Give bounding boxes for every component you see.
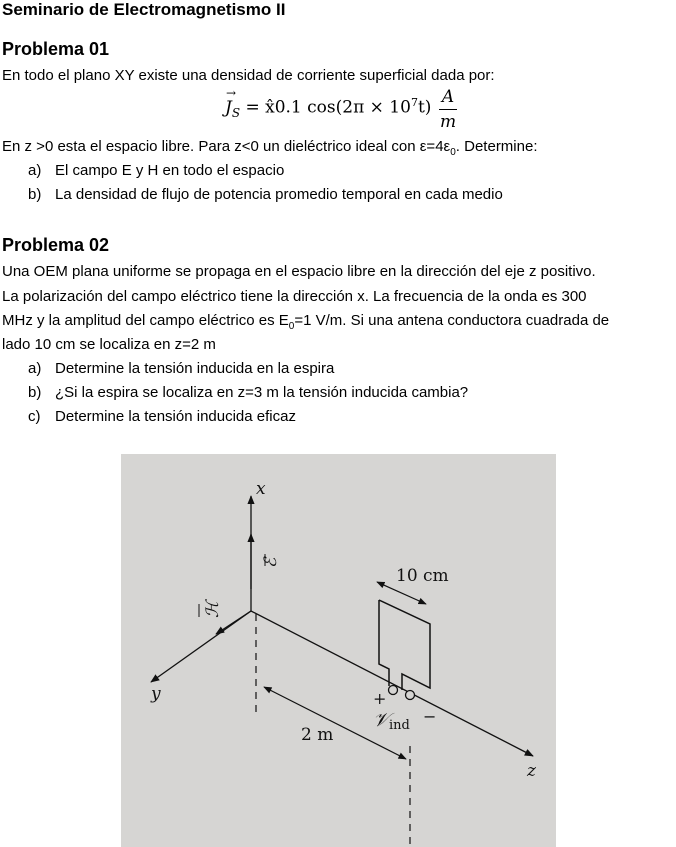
voltage-minus: − <box>423 707 437 726</box>
item-text: El campo E y H en todo el espacio <box>55 162 285 179</box>
square-loop-antenna <box>379 600 430 690</box>
problem-2-line: Una OEM plana uniforme se propaga en el espacio libre en la dirección del eje z positivo. <box>2 263 596 280</box>
item-letter: b) <box>28 186 42 203</box>
eq-lhs: J <box>225 97 232 118</box>
voltage-subscript: ind <box>389 718 410 733</box>
y-axis-label: y <box>151 684 161 704</box>
list-item <box>28 384 468 401</box>
line3-sub: 0 <box>288 321 295 332</box>
eq-den: m <box>439 112 457 132</box>
list-item <box>28 162 284 179</box>
problem-1-heading: Problema 01 <box>2 39 110 59</box>
x-axis-label: x <box>256 479 266 499</box>
problem-2-line <box>2 312 609 332</box>
eq-num: A <box>441 87 455 107</box>
item-text: Determine la tensión inducida en la espira <box>55 360 335 377</box>
current-density-equation <box>225 85 432 121</box>
distance-label: 2 m <box>301 725 334 745</box>
item-letter: a) <box>28 162 42 179</box>
problem-1-conditions <box>2 138 538 158</box>
list-item <box>28 360 334 377</box>
eq-rhs-b: t) <box>417 97 432 118</box>
side-length-label: 10 cm <box>396 566 449 586</box>
line3-a: MHz y la amplitud del campo eléctrico es E <box>2 312 289 329</box>
y-axis <box>151 611 251 682</box>
document-title: Seminario de Electromagnetismo II <box>2 0 286 19</box>
terminal-minus <box>406 691 415 700</box>
e-field-label: ℰ <box>261 557 281 568</box>
vector-arrow-icon: → <box>226 85 237 100</box>
cond-b: . Determine: <box>455 138 538 155</box>
terminal-plus <box>389 686 398 695</box>
item-letter: c) <box>28 408 41 425</box>
cond-a: En z >0 esta el espacio libre. Para z<0 un dieléctrico ideal con ε=4ε <box>2 138 451 155</box>
eq-sub: S <box>231 106 241 121</box>
cond-sub: 0 <box>450 147 456 158</box>
problem-1-intro: En todo el plano XY existe una densidad de corriente superficial dada por: <box>2 67 495 84</box>
item-letter: a) <box>28 360 42 377</box>
item-text: ¿Si la espira se localiza en z=3 m la tensión inducida cambia? <box>55 384 469 401</box>
voltage-label: 𝒱 <box>373 709 389 731</box>
antenna-figure <box>121 454 556 847</box>
eq-rhs-a: = x̂0.1 cos(2π × 10 <box>240 97 411 118</box>
line3-b: =1 V/m. Si una antena conductora cuadrada de <box>294 312 610 329</box>
fraction-bar <box>439 109 457 110</box>
problem-2-heading: Problema 02 <box>2 235 110 255</box>
list-item <box>28 408 296 425</box>
item-text: La densidad de flujo de potencia promedio temporal en cada medio <box>55 186 503 203</box>
problem-2-line: lado 10 cm se localiza en z=2 m <box>2 336 216 353</box>
z-axis-label: z <box>527 761 536 781</box>
problem-2-line: La polarización del campo eléctrico tiene la dirección x. La frecuencia de la onda es 300 <box>2 288 587 305</box>
eq-exp: 7 <box>410 96 418 109</box>
units-fraction <box>436 87 460 132</box>
h-field-label: ℋ <box>203 601 223 618</box>
list-item <box>28 186 503 203</box>
item-letter: b) <box>28 384 42 401</box>
item-text: Determine la tensión inducida eficaz <box>55 408 296 425</box>
z-axis <box>251 611 533 756</box>
figure-drawing <box>121 454 556 847</box>
voltage-plus: + <box>373 689 387 708</box>
